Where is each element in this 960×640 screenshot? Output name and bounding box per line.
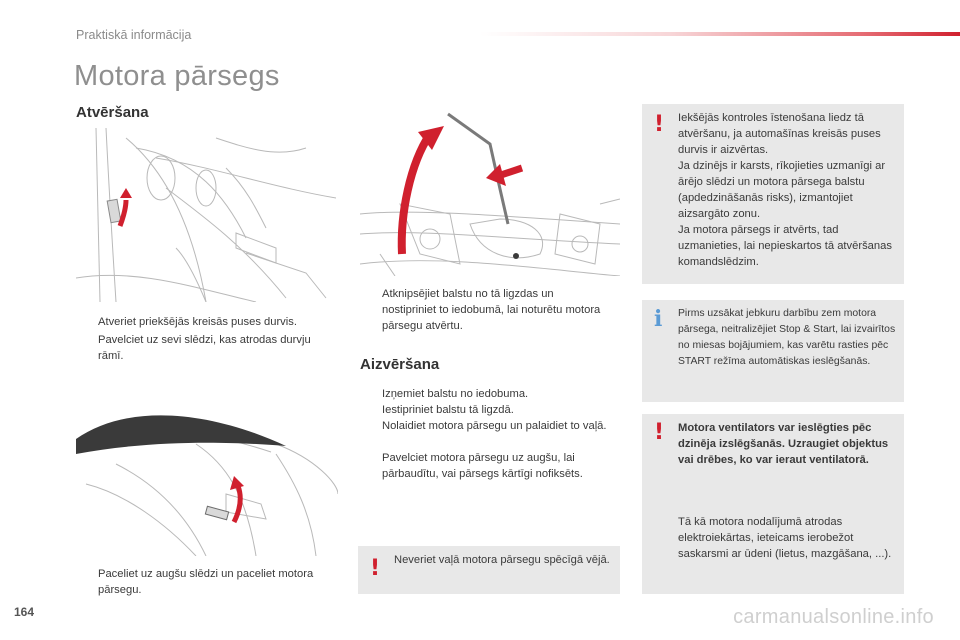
section-label: Praktiskā informācija — [76, 28, 192, 42]
stop-start-info-text: Pirms uzsākat jebkuru darbību zem motora pārsega, neitralizējiet Stop & Start, lai izvairītos no miesas bojājumiem, kas varētu rasties pēc START režīma automātiskas ieslēgšanās. — [678, 308, 896, 367]
header-rule — [480, 32, 960, 36]
interior-warning-text: Iekšējās kontroles īstenošana liedz tā atvēršanu, ja automašīnas kreisās puses durvis ir aizvērtas. Ja dzinējs ir karsts, rīkojieties uzmanīgi ar ārējo slēdzi un motora pārsega balstu (apdedzināšanās risks), izmantojiet aizsargāto zonu. Ja motora pārsegs ir atvērts, tad uzmanieties, lai nepieskartos tā atvēršanas komandslēdzim. — [678, 112, 892, 268]
wind-warning-text: Neveriet vaļā motora pārsegu spēcīgā vējā. — [394, 554, 610, 566]
warning-icon: ! — [654, 420, 665, 445]
wind-warning-box — [358, 546, 620, 594]
bonnet-prop-illustration — [360, 104, 620, 276]
closing-step-4: Pavelciet motora pārsegu uz augšu, lai pārbaudītu, vai pārsegs kārtīgi nofiksēts. — [382, 452, 583, 480]
bonnet-latch-illustration — [76, 384, 338, 556]
opening-step-2: Pavelciet uz sevi slēdzi, kas atrodas durvju rāmī. — [98, 334, 311, 362]
opening-step-4: Atknipsējiet balstu no tā ligzdas un nostipriniet to iedobumā, lai noturētu motora pārsegu atvērtu. — [382, 288, 601, 332]
closing-heading: Aizvēršana — [360, 356, 440, 373]
fan-warning-text: Tā kā motora nodalījumā atrodas elektroiekārtas, ieteicams ierobežot saskarsmi ar ūdeni (lietus, mazgāšana, ...). — [678, 516, 892, 560]
closing-step-3: Nolaidiet motora pārsegu un palaidiet to vaļā. — [382, 420, 607, 432]
page-title: Motora pārsegs — [74, 60, 280, 92]
opening-heading: Atvēršana — [76, 104, 149, 121]
fan-warning-bold-text: Motora ventilators var ieslēgties pēc dzinēja izslēgšanās. Uzraugiet objektus vai drēbes, ko var ieraut ventilatorā. — [678, 422, 889, 466]
watermark: carmanualsonline.info — [733, 606, 934, 628]
opening-step-1: Atveriet priekšējās kreisās puses durvis. — [98, 316, 297, 328]
closing-step-1: Izņemiet balstu no iedobuma. — [382, 388, 529, 400]
stop-start-info-box — [642, 300, 904, 402]
page-number: 164 — [14, 605, 35, 619]
opening-step-3: Paceliet uz augšu slēdzi un paceliet motora pārsegu. — [98, 568, 314, 596]
info-icon: i — [654, 306, 663, 332]
warning-icon: ! — [654, 112, 665, 137]
warning-icon: ! — [370, 556, 381, 581]
fan-warning-box — [642, 414, 904, 594]
interior-warning-box — [642, 104, 904, 284]
door-frame-lever-illustration — [76, 128, 336, 302]
closing-step-2: Iestipriniet balstu tā ligzdā. — [382, 404, 514, 416]
